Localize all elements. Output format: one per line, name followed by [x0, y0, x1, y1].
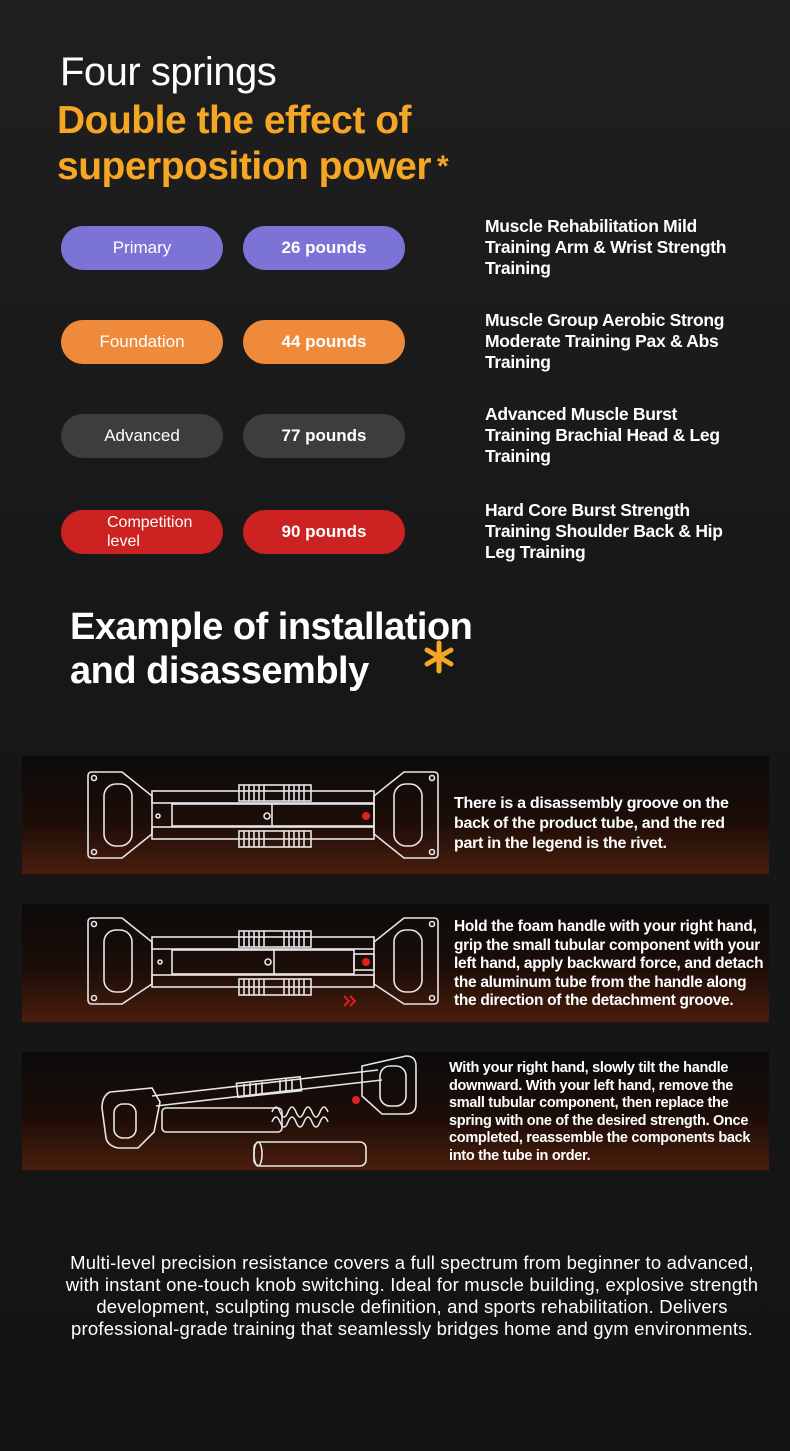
install-step-1 [22, 756, 769, 874]
subtitle-text: Double the effect of superposition power [57, 99, 432, 188]
rivet-marker [352, 1096, 360, 1104]
asterisk-icon [422, 640, 456, 674]
level-row-primary [0, 218, 790, 298]
level-description: Hard Core Burst Strength Training Shoulder Back & Hip Leg Training [485, 500, 723, 562]
install-step-2 [22, 904, 769, 1022]
level-name: Primary [112, 238, 172, 257]
footer-description: Multi-level precision resistance covers a full spectrum from beginner to advanced, with instant one-touch knob switching. Ideal for muscle building, explosive strength development, sculpting muscle definition, and sports rehabilitation. Delivers professional-grade training that seamlessly bridges home and gym environments. [65, 1252, 759, 1339]
level-row-advanced [0, 406, 790, 486]
level-name-pill [61, 226, 223, 270]
exerciser-diagram-image [22, 756, 452, 874]
level-name: Advanced [104, 426, 180, 445]
rivet-marker [362, 958, 370, 966]
install-step-3 [22, 1052, 769, 1170]
level-description: Muscle Rehabilitation Mild Training Arm & Wrist Strength Training [485, 216, 727, 278]
step-3-text: With your right hand, slowly tilt the handle downward. With your left hand, remove the small tubular component, then replace the spring with one of the desired strength. Once completed, reassemble the components back into the tube in order. [449, 1060, 751, 1164]
title-four-springs: Four springs [60, 50, 277, 94]
level-name-pill [61, 320, 223, 364]
level-row-competition [0, 502, 790, 582]
exerciser-diagram-image [22, 904, 452, 1022]
level-name: Foundation [99, 332, 185, 351]
level-weight: 90 pounds [281, 522, 367, 541]
level-name-pill [61, 510, 223, 554]
level-weight: 77 pounds [281, 426, 367, 445]
level-weight-pill [243, 226, 405, 270]
level-description: Advanced Muscle Burst Training Brachial Head & Leg Training [485, 404, 720, 466]
level-name: Competition level [107, 514, 193, 550]
step-2-text: Hold the foam handle with your right hand, grip the small tubular component with your left hand, apply backward force, and detach the aluminum tube from the handle along the direction of the detachment groove. [454, 918, 764, 1009]
asterisk-icon: * [437, 150, 449, 183]
level-weight-pill [243, 510, 405, 554]
level-row-foundation [0, 312, 790, 392]
level-name-pill [61, 414, 223, 458]
exerciser-diagram-image [22, 1052, 452, 1170]
rivet-marker [362, 812, 370, 820]
subtitle-superposition [57, 98, 497, 190]
level-description: Muscle Group Aerobic Strong Moderate Training Pax & Abs Training [485, 310, 725, 372]
step-1-text: There is a disassembly groove on the back of the product tube, and the red part in the legend is the rivet. [454, 795, 729, 852]
installation-title: Example of installation and disassembly [70, 606, 473, 692]
direction-arrows-icon [344, 996, 355, 1006]
level-weight-pill [243, 414, 405, 458]
level-weight: 44 pounds [281, 332, 367, 351]
level-weight: 26 pounds [281, 238, 367, 257]
level-weight-pill [243, 320, 405, 364]
